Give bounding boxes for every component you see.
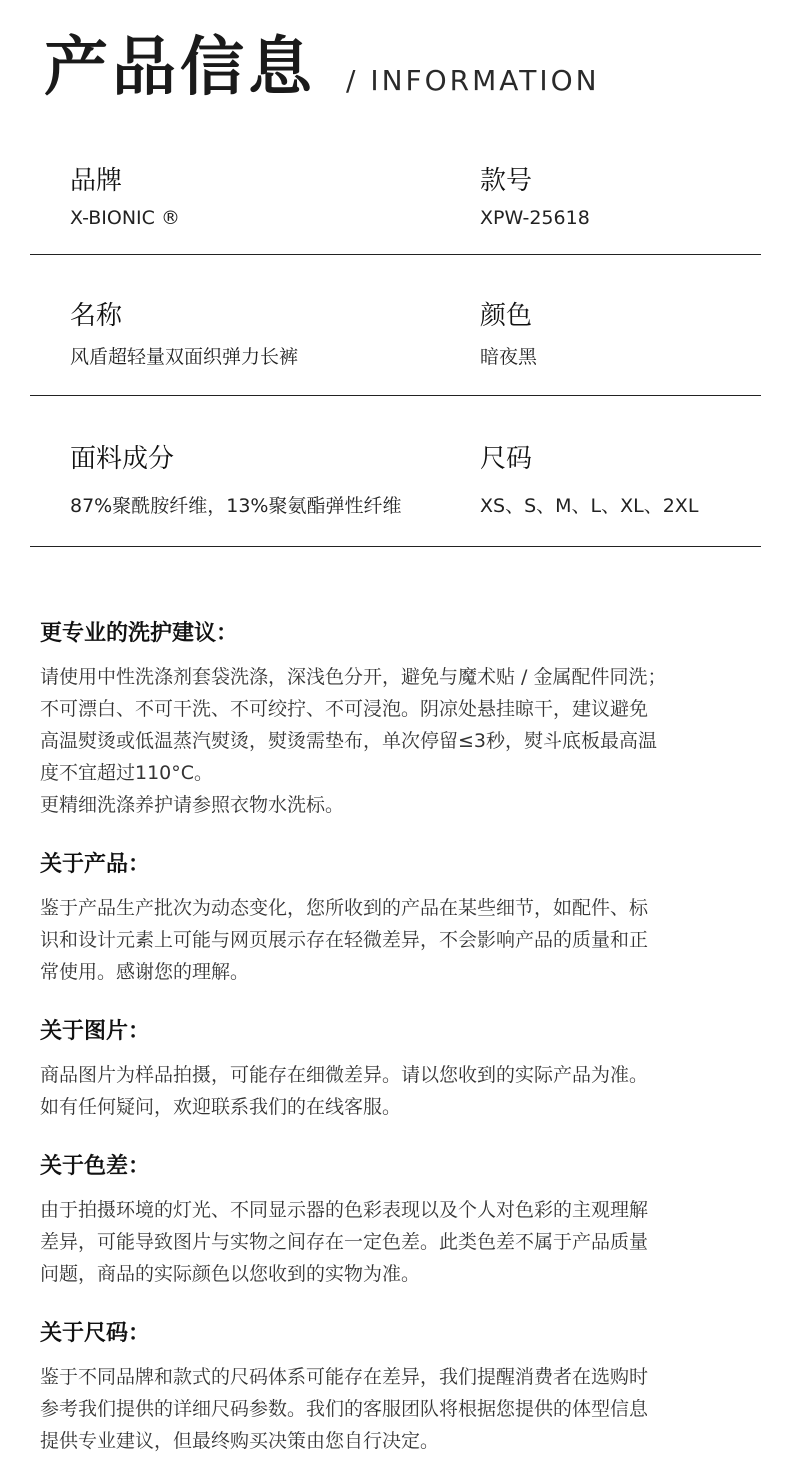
name-cell xyxy=(70,295,298,369)
info-row xyxy=(30,396,761,547)
name-value: 风盾超轻量双面织弹力长裤 xyxy=(70,346,299,368)
brand-label: 品牌 xyxy=(70,166,123,196)
model-value: XPW-25618 xyxy=(480,207,590,229)
product-line: 常使用。感谢您的理解。 xyxy=(40,961,250,983)
color-value: 暗夜黑 xyxy=(480,346,538,368)
product-line: 鉴于产品生产批次为动态变化，您所收到的产品在某些细节，如配件、标 xyxy=(40,897,649,919)
notes-section xyxy=(40,616,752,1483)
size-cell xyxy=(480,438,698,518)
color-diff-line: 由于拍摄环境的灯光、不同显示器的色彩表现以及个人对色彩的主观理解 xyxy=(40,1199,649,1221)
brand-value: X-BIONIC ® xyxy=(70,207,180,229)
size-label: 尺码 xyxy=(480,444,533,474)
care-line: 更精细洗涤养护请参照衣物水洗标。 xyxy=(40,794,345,816)
page-subtitle: / INFORMATION xyxy=(346,64,600,97)
size-line: 参考我们提供的详细尺码参数。我们的客服团队将根据您提供的体型信息 xyxy=(40,1398,649,1420)
color-diff-section xyxy=(40,1149,752,1290)
picture-section xyxy=(40,1014,752,1123)
brand-cell xyxy=(70,160,180,229)
model-cell xyxy=(480,160,590,229)
care-line: 高温熨烫或低温蒸汽熨烫，熨烫需垫布，单次停留≤3秒，熨斗底板最高温 xyxy=(40,730,658,752)
care-line: 度不宜超过110°C。 xyxy=(40,762,214,784)
product-section xyxy=(40,847,752,988)
care-title: 更专业的洗护建议： xyxy=(40,621,239,646)
material-cell xyxy=(70,438,401,518)
material-value: 87%聚酰胺纤维，13%聚氨酯弹性纤维 xyxy=(70,495,402,517)
picture-line: 商品图片为样品拍摄，可能存在细微差异。请以您收到的实际产品为准。 xyxy=(40,1064,649,1086)
color-diff-title: 关于色差： xyxy=(40,1154,151,1179)
material-label: 面料成分 xyxy=(70,444,175,474)
info-row xyxy=(30,142,761,255)
color-cell xyxy=(480,295,537,369)
size-line: 鉴于不同品牌和款式的尺码体系可能存在差异，我们提醒消费者在选购时 xyxy=(40,1366,649,1388)
size-line: 提供专业建议，但最终购买决策由您自行决定。 xyxy=(40,1430,440,1452)
size-value: XS、S、M、L、XL、2XL xyxy=(480,495,699,517)
color-diff-line: 差异，可能导致图片与实物之间存在一定色差。此类色差不属于产品质量 xyxy=(40,1231,649,1253)
care-line: 请使用中性洗涤剂套袋洗涤，深浅色分开，避免与魔术贴 / 金属配件同洗； xyxy=(40,666,667,688)
model-label: 款号 xyxy=(480,166,533,196)
page-title: 产品信息 xyxy=(44,31,316,105)
product-info-table xyxy=(30,142,761,547)
picture-title: 关于图片： xyxy=(40,1019,151,1044)
care-section xyxy=(40,616,752,821)
name-label: 名称 xyxy=(70,301,123,331)
product-title: 关于产品： xyxy=(40,852,151,877)
care-line: 不可漂白、不可干洗、不可绞拧、不可浸泡。阴凉处悬挂晾干，建议避免 xyxy=(40,698,649,720)
info-row xyxy=(30,255,761,396)
picture-line: 如有任何疑问，欢迎联系我们的在线客服。 xyxy=(40,1096,402,1118)
color-label: 颜色 xyxy=(480,301,533,331)
color-diff-line: 问题，商品的实际颜色以您收到的实物为准。 xyxy=(40,1263,421,1285)
product-line: 识和设计元素上可能与网页展示存在轻微差异，不会影响产品的质量和正 xyxy=(40,929,649,951)
size-section xyxy=(40,1316,752,1457)
size-title: 关于尺码： xyxy=(40,1321,151,1346)
